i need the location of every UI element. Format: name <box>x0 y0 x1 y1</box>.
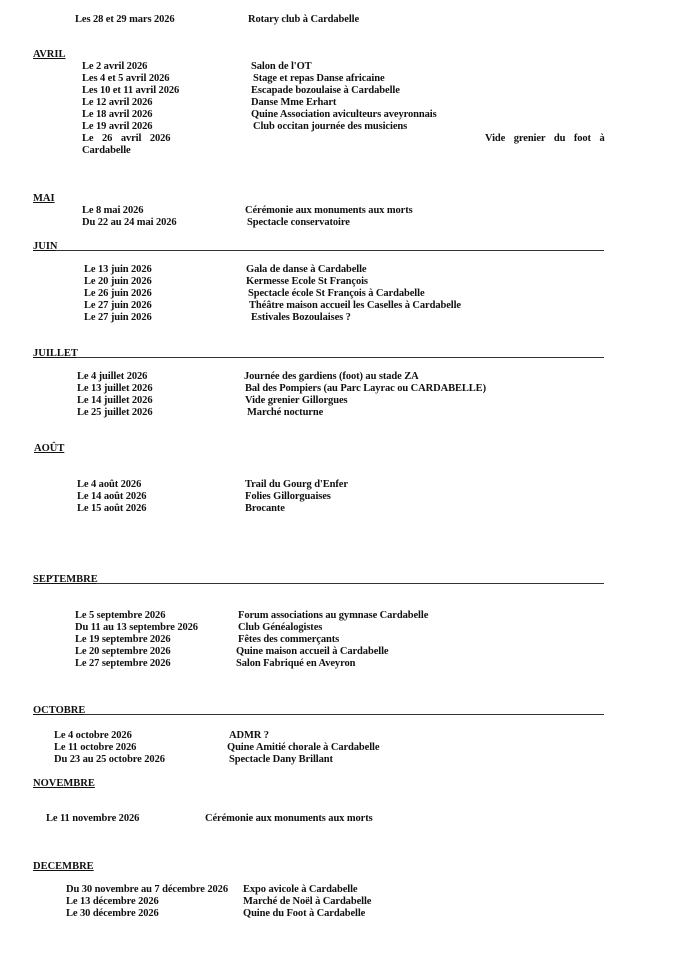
event-date: Le 20 septembre 2026 <box>75 646 171 657</box>
event-name: ADMR ? <box>229 730 269 741</box>
event-date: Le 12 avril 2026 <box>82 97 153 108</box>
event-date: Le 8 mai 2026 <box>82 205 144 216</box>
event-name: Marché de Noël à Cardabelle <box>243 896 372 907</box>
event-name: Gala de danse à Cardabelle <box>246 264 367 275</box>
event-name: Spectacle conservatoire <box>247 217 350 228</box>
event-date: Les 4 et 5 avril 2026 <box>82 73 170 84</box>
event-date: Le 18 avril 2026 <box>82 109 153 120</box>
event-name: Salon de l'OT <box>251 61 312 72</box>
event-date: Le 30 décembre 2026 <box>66 908 159 919</box>
event-name: Folies Gillorguaises <box>245 491 331 502</box>
event-name: Cérémonie aux monuments aux morts <box>245 205 413 216</box>
event-date: Le 13 juillet 2026 <box>77 383 153 394</box>
event-name: Quine Amitié chorale à Cardabelle <box>227 742 380 753</box>
month-heading-juin: JUIN <box>33 241 58 252</box>
month-heading-novembre: NOVEMBRE <box>33 778 95 789</box>
event-date: Le 4 octobre 2026 <box>54 730 132 741</box>
section-divider <box>96 583 604 584</box>
month-heading-septembre: SEPTEMBRE <box>33 574 98 585</box>
month-heading-octobre: OCTOBRE <box>33 705 86 716</box>
event-date: Le 26 avril 2026 <box>82 133 171 144</box>
event-date: Les 28 et 29 mars 2026 <box>75 14 175 25</box>
event-date: Les 10 et 11 avril 2026 <box>82 85 180 96</box>
event-name: Bal des Pompiers (au Parc Layrac ou CARDABELLE) <box>245 383 486 394</box>
event-name: Club Généalogistes <box>238 622 323 633</box>
event-name: Spectacle Dany Brillant <box>229 754 333 765</box>
event-name: Journée des gardiens (foot) au stade ZA <box>244 371 419 382</box>
event-date: Le 20 juin 2026 <box>84 276 152 287</box>
event-name: Marché nocturne <box>247 407 324 418</box>
event-date: Le 19 avril 2026 <box>82 121 153 132</box>
event-name: Expo avicole à Cardabelle <box>243 884 358 895</box>
event-date: Le 25 juillet 2026 <box>77 407 153 418</box>
month-heading-aout: AOÛT <box>34 443 65 454</box>
event-name: Escapade bozoulaise à Cardabelle <box>251 85 400 96</box>
event-name: Salon Fabriqué en Aveyron <box>236 658 356 669</box>
event-name: Vide grenier Gillorgues <box>245 395 348 406</box>
event-date: Le 4 juillet 2026 <box>77 371 148 382</box>
event-name: Forum associations au gymnase Cardabelle <box>238 610 429 621</box>
event-name: Théâtre maison accueil les Caselles à Cardabelle <box>249 300 461 311</box>
event-date: Le 14 août 2026 <box>77 491 147 502</box>
event-name: Kermesse Ecole St François <box>246 276 368 287</box>
event-name: Club occitan journée des musiciens <box>253 121 408 132</box>
event-date: Le 2 avril 2026 <box>82 61 148 72</box>
event-date: Le 13 décembre 2026 <box>66 896 159 907</box>
event-date: Du 11 au 13 septembre 2026 <box>75 622 198 633</box>
month-heading-decembre: DECEMBRE <box>33 861 94 872</box>
event-name: Estivales Bozoulaises ? <box>251 312 351 323</box>
event-date: Le 11 novembre 2026 <box>46 813 140 824</box>
event-date: Le 11 octobre 2026 <box>54 742 137 753</box>
event-name: Cérémonie aux monuments aux morts <box>205 813 373 824</box>
event-name: Danse Mme Erhart <box>251 97 337 108</box>
event-date: Du 23 au 25 octobre 2026 <box>54 754 165 765</box>
month-heading-juillet: JUILLET <box>33 348 78 359</box>
event-name: Quine maison accueil à Cardabelle <box>236 646 389 657</box>
section-divider <box>84 714 604 715</box>
event-name: Brocante <box>245 503 285 514</box>
event-date: Du 30 novembre au 7 décembre 2026 <box>66 884 228 895</box>
month-heading-avril: AVRIL <box>33 49 66 60</box>
event-date: Du 22 au 24 mai 2026 <box>82 217 177 228</box>
event-date: Le 15 août 2026 <box>77 503 147 514</box>
event-date: Le 27 juin 2026 <box>84 300 152 311</box>
event-date: Le 27 juin 2026 <box>84 312 152 323</box>
event-date: Le 19 septembre 2026 <box>75 634 171 645</box>
event-date: Le 4 août 2026 <box>77 479 142 490</box>
event-name: Rotary club à Cardabelle <box>248 14 360 25</box>
section-divider <box>76 357 604 358</box>
event-date: Le 26 juin 2026 <box>84 288 152 299</box>
month-heading-mai: MAI <box>33 193 55 204</box>
event-date: Le 14 juillet 2026 <box>77 395 153 406</box>
event-date: Le 13 juin 2026 <box>84 264 152 275</box>
event-name: Quine Association aviculteurs aveyronnais <box>251 109 437 120</box>
event-name: Spectacle école St François à Cardabelle <box>248 288 425 299</box>
event-name: Stage et repas Danse africaine <box>253 73 385 84</box>
event-date: Le 5 septembre 2026 <box>75 610 166 621</box>
section-divider <box>56 250 604 251</box>
event-name: Vide grenier du foot à <box>485 133 605 144</box>
event-name: Fêtes des commerçants <box>238 634 340 645</box>
event-name: Trail du Gourg d'Enfer <box>245 479 348 490</box>
event-name-continuation: Cardabelle <box>82 145 131 156</box>
event-date: Le 27 septembre 2026 <box>75 658 171 669</box>
event-name: Quine du Foot à Cardabelle <box>243 908 366 919</box>
